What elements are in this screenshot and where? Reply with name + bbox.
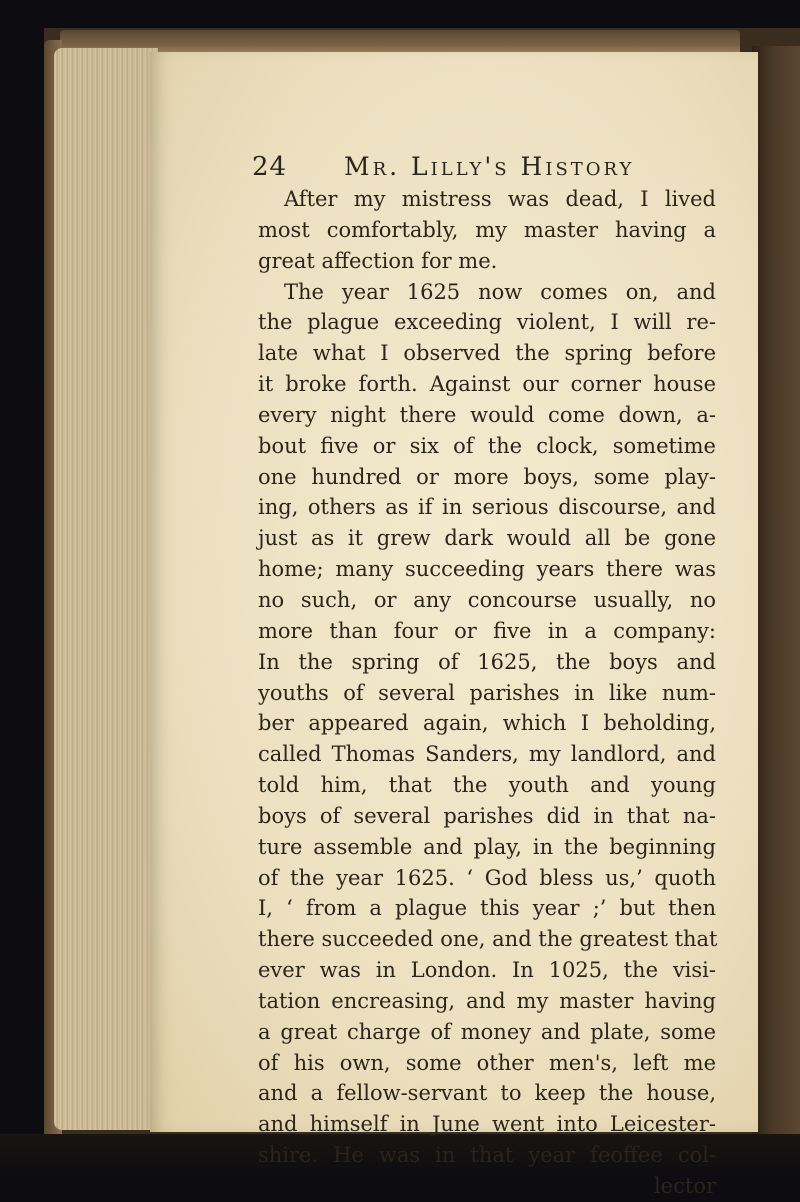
text-line: every night there would come down, a- — [258, 402, 716, 427]
text-line: just as it grew dark would all be gone — [258, 526, 716, 551]
text-line: youths of several parishes in like num- — [258, 680, 716, 705]
page-number: 24 — [252, 152, 288, 182]
text-line: of his own, some other men's, left me — [258, 1050, 716, 1075]
text-line: the plague exceeding violent, I will re- — [258, 310, 716, 335]
text-line: and a fellow-servant to keep the house, — [258, 1081, 716, 1106]
text-line: it broke forth. Against our corner house — [258, 372, 716, 397]
text-line: more than four or five in a company: — [258, 618, 716, 643]
text-line: ture assemble and play, in the beginning — [258, 834, 716, 859]
text-line: home; many succeeding years there was — [258, 557, 716, 582]
facing-cover — [752, 46, 800, 1136]
text-line: shire. He was in that year feoffee col- — [258, 1143, 716, 1168]
text-line: of the year 1625. ‘ God bless us,’ quoth — [258, 865, 716, 890]
catchword: lector — [653, 1174, 716, 1198]
text-line: I, ‘ from a plague this year ;’ but then — [258, 896, 716, 921]
text-line: In the spring of 1625, the boys and — [258, 649, 716, 674]
text-line: great affection for me. — [258, 248, 498, 273]
text-line: and himself in June went into Leicester- — [258, 1112, 716, 1137]
page-edges — [54, 48, 158, 1130]
text-line: tation encreasing, and my master having — [258, 988, 716, 1013]
text-line: ing, others as if in serious discourse, and — [258, 495, 716, 520]
text-line: most comfortably, my master having a — [258, 217, 716, 242]
text-line: there succeeded one, and the greatest that — [258, 927, 718, 952]
text-line: a great charge of money and plate, some — [258, 1019, 716, 1044]
text-line: The year 1625 now comes on, and — [284, 279, 716, 304]
text-line: ever was in London. In 1025, the visi- — [258, 958, 716, 983]
text-line: no such, or any concourse usually, no — [258, 587, 716, 612]
text-line: late what I observed the spring before — [258, 341, 716, 366]
text-line: bout five or six of the clock, sometime — [258, 433, 716, 458]
text-line: told him, that the youth and young — [258, 773, 716, 798]
running-head: Mr. Lilly's History — [344, 152, 635, 181]
text-line: one hundred or more boys, some play- — [258, 464, 716, 489]
text-line: boys of several parishes did in that na- — [258, 803, 716, 828]
text-line: ber appeared again, which I beholding, — [258, 711, 716, 736]
body-text — [258, 184, 716, 1202]
text-line: After my mistress was dead, I lived — [284, 187, 716, 211]
text-line: called Thomas Sanders, my landlord, and — [258, 742, 716, 767]
